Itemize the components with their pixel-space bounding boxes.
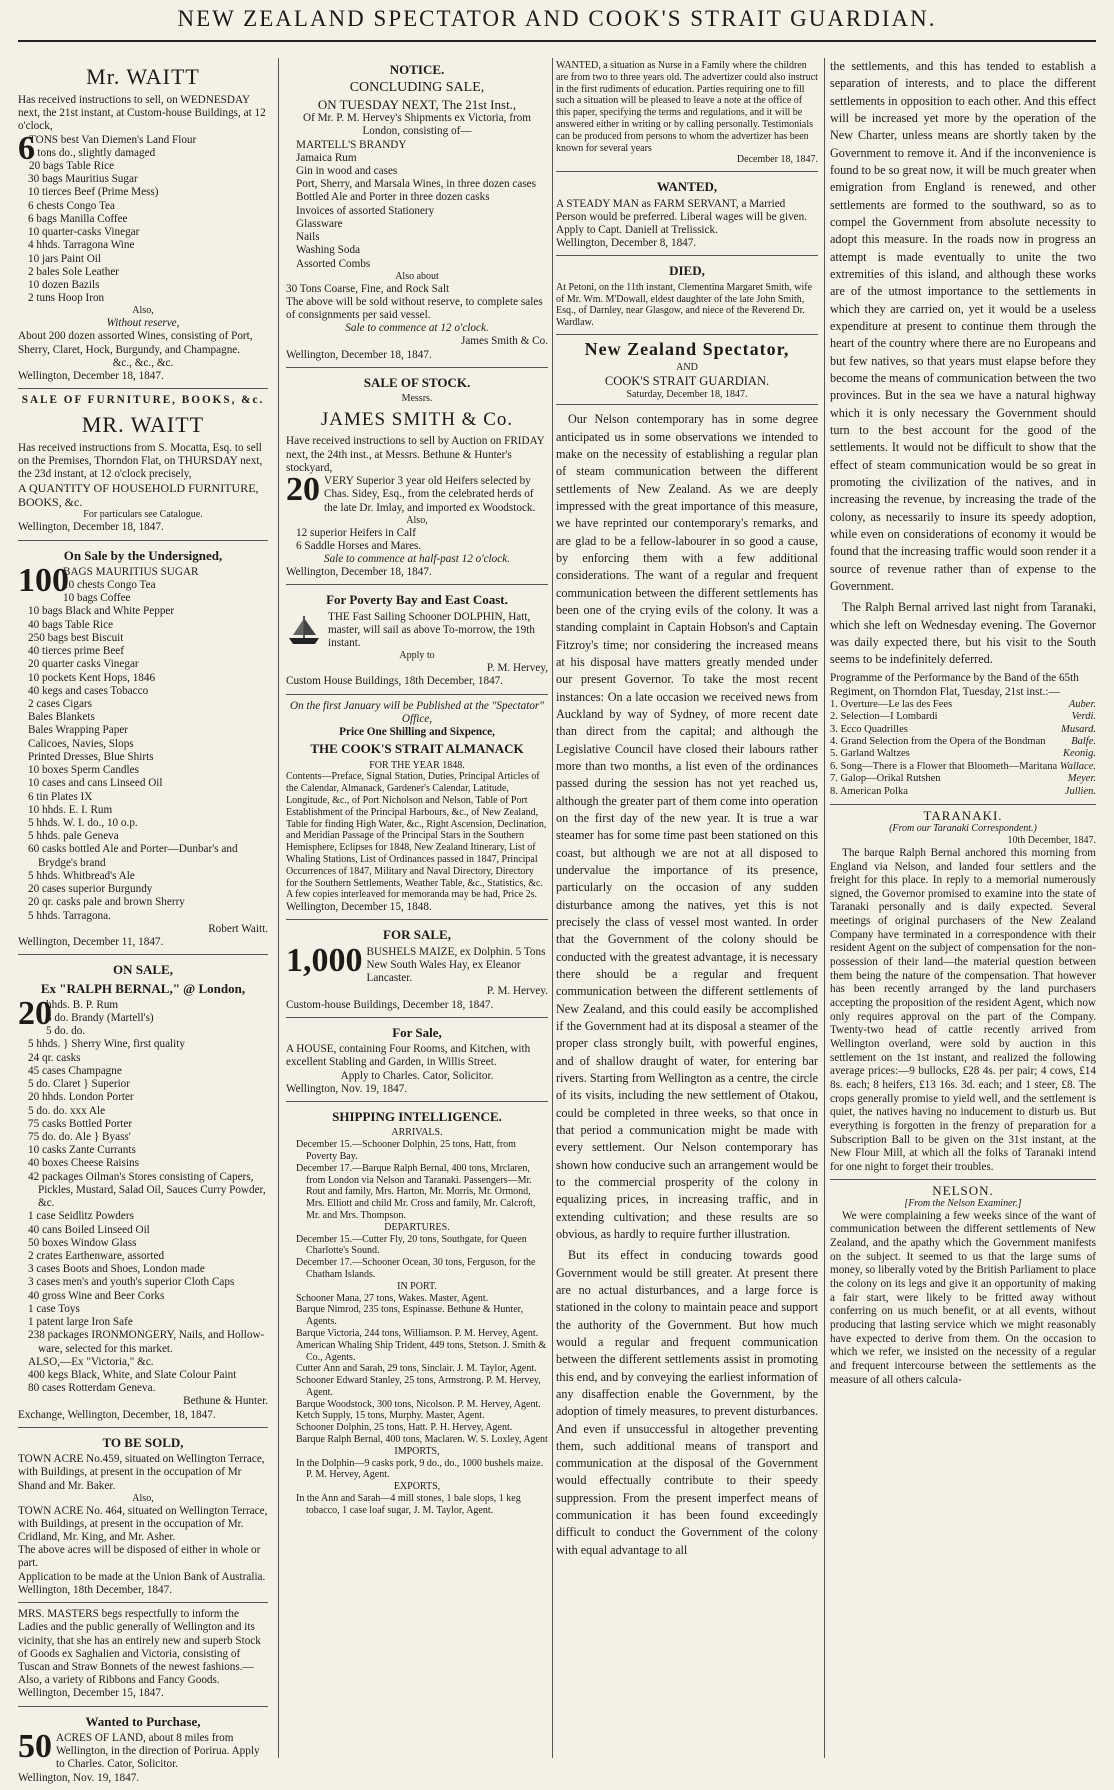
list-item: 40 cans Boiled Linseed Oil — [28, 1223, 150, 1236]
programme-composer: Auber. — [1068, 698, 1096, 710]
list-item: Schooner Dolphin, 25 tons, Hatt. P. H. Hervey, Agent. — [296, 1422, 513, 1434]
programme-item — [830, 786, 1096, 798]
list-item: 10 boxes Sperm Candles — [28, 764, 139, 777]
column-rule — [824, 58, 825, 1758]
list-item: 238 packages IRONMONGERY, Nails, and Hollow-ware, selected for this market. — [28, 1329, 265, 1355]
column-1 — [18, 58, 268, 1784]
advert-date: Wellington, December 18, 1847. — [18, 521, 164, 534]
advert-text: A HOUSE, containing Four Rooms, and Kitchen, with excellent Stabling and Garden, in Willis Street. — [286, 1043, 531, 1069]
list-item: 2 cases Cigars — [28, 698, 93, 711]
advert-signature: Robert Waitt. — [208, 922, 268, 935]
list-item: 250 bags best Biscuit — [28, 631, 124, 644]
section-heading: NELSON. — [830, 1179, 1096, 1198]
list-item: Barque Ralph Bernal, 400 tons, Maclaren. W. S. Loxley, Agent — [296, 1434, 548, 1446]
list-item: 1 case Seidlitz Powders — [28, 1210, 134, 1223]
advert-notice — [286, 58, 548, 368]
programme-piece: 3. Ecco Quadrilles — [830, 723, 908, 735]
editorial-paragraph: Our Nelson contemporary has in some degree anticipated us in some observations we intended to make on the necessity of establishing a regular plan of steam communication between the different settlements of New Zealand. As we are deeply impressed with the great importance of this measure, we have reprinted our contemporary's remarks, and are glad to be a fellow-labourer in so good a cause, by enforcing them with a few additional considerations. The want of a regular and frequent communication between the different settlements has been one of the crying evils of the colony. It was a standing complaint in Captain Hobson's and Captain Fitzroy's time; nor considering the increased means at his disposal have matters greatly mended under our present Governor. To take the most recent instances: On a late occasion we received news from Auckland by way of Sydney, of more recent date than direct from the capital; and although the Legislative Council have closed their labours rather more than two months, a list even of the ordinances passed during the session has not yet reached us, although the greater part of them come into operation on the first day of the new year. It is true a war steamer has for some time past been stationed on this coast, but although we are not at all disposed to undervalue the importance of its presence, particularly on the occasion of any sudden disturbance among the natives, yet this is not precisely the class of vessel most wanted. In order that the Government of the colony should be conducted with the greatest advantage, it is necessary there should be a regular and frequent communication between the different settlements of New Zealand, and this could easily be accomplished if the Government had at its disposal a steamer of the proper class strongly built, with powerful engines, and of shallow draught of water, for entering bar rivers. Starting from Wellington as a centre, the circle of its visits, including the new settlement of Otakou, could be completed in three weeks, so that once in that period a communication might be made with every settlement. Our Nelson contemporary has shown how conducive such an arrangement would be to the commercial prosperity of the colony in equalizing prices, in increasing traffic, and in extending cultivation; and these results are so obvious, as hardly to require further illustration. — [556, 412, 818, 1241]
advert-date: Wellington, December 18, 1847. — [18, 370, 164, 383]
advert-lead-number: 100 — [18, 561, 69, 599]
list-item: 10 hhds. E. I. Rum — [28, 803, 113, 816]
editorial-paragraph: the settlements, and this has tended to establish a separation of interests, and to place the different settlements in opposition to each other. And this effect will be increased yet more by the operation of the New Charter, unless means are shortly taken by the Government to remove it. And if the inconvenience is found to be so great now, it will be much greater when emigration from England is renewed, and other settlements are formed to the southward, so as to compel the Government from absolute necessity to adopt this measure. In the roads now in progress an attempt is made eventually to unite the two extremities of this island, and although these works are of the utmost importance to the settlements in which they are carried on, yet it would be a useless expenditure at present to continue them through the heart of the country where there are no Europeans and but few natives, so that years must elapse before they become the means of communication between the two provinces. But in the sea we have a natural highway which it is only necessary the Government should turn to the best account for the good of the settlements. It would not be difficult to show that the effect of steam communication would be so great in promoting the civilization of the natives, and in increasing the revenue, by increasing the trade of the colony, as necessarily to insure its speedy adoption, while even on considerations of economy it would be found that the increasing traffic would soon render it a source of revenue rather than of expense to the Government. — [830, 59, 1096, 593]
advert-heading: ON SALE, — [113, 962, 173, 978]
advert-furniture — [18, 392, 268, 540]
list-item: 12 superior Heifers in Calf — [296, 526, 416, 539]
advert-heading: NOTICE. — [389, 62, 445, 77]
list-item: 75 casks Bottled Porter — [28, 1117, 133, 1130]
nelson-report — [830, 1179, 1096, 1388]
advert-date: Wellington, Nov. 19, 1847. — [286, 1082, 408, 1095]
advert-ship: Ex "RALPH BERNAL," @ London, — [40, 980, 246, 996]
arrivals-list — [286, 1139, 548, 1222]
band-programme — [830, 672, 1096, 797]
sailing-ship-icon — [286, 613, 322, 647]
advert-wanted-nurse — [556, 58, 818, 172]
advert-main: A QUANTITY OF HOUSEHOLD FURNITURE, BOOKS, &c. — [18, 481, 259, 510]
list-item: December 15.—Schooner Dolphin, 25 tons, Hatt, from Poverty Bay. — [296, 1139, 516, 1162]
list-item: 20 quarter casks Vinegar — [28, 658, 139, 671]
list-item: 10 chests Congo Tea — [63, 579, 156, 592]
list-item: 42 packages Oilman's Stores consisting of Capers, Pickles, Mustard, Salad Oil, Sauces Curry Powder, &c. — [28, 1170, 266, 1210]
advert-lead-number: 6 — [18, 129, 35, 167]
list-item: 3 cases Boots and Shoes, London made — [28, 1263, 205, 1276]
in-port-list — [286, 1293, 548, 1446]
advert-text: The above will be sold without reserve, to complete sales of consignments per said vessel. — [286, 295, 543, 322]
list-item: Ketch Supply, 15 tons, Murphy. Master, Agent. — [296, 1410, 485, 1422]
list-item: 10 bags Coffee — [63, 592, 131, 605]
advert-almanack — [286, 698, 548, 921]
subsection-heading: IMPORTS, — [394, 1445, 440, 1457]
advert-address: Custom House Buildings, 18th December, 1847. — [286, 675, 504, 688]
editorial-continued — [830, 58, 1096, 668]
advert-text: WANTED, a situation as Nurse in a Family where the children are from two to three years old. The advertizer could also instruct in the first rudiments of education. Parties requiring one to fill such a situation will be pleased to leave a note at the office of this paper, specifying the terms and regulations, and it will be answered either in writing or by calling personally. Testimonials can be produced from persons to whom the advertizer has been known for several years — [556, 60, 818, 154]
list-item: Washing Soda — [296, 244, 361, 257]
report-body — [830, 847, 1096, 1175]
advert-date: Wellington, 18th December, 1847. — [18, 1583, 172, 1596]
report-paragraph: We were complaining a few weeks since of the want of communication between the different settlements of New Zealand, and the apathy which the Government manifests on the subject. It seemed to us that the large sums of money, so liberally voted by the British Parliament to place the colony on its legs and give it an opportunity of making a fair start, were likely to be fritted away without conferring on us much benefit, or at all events, without producing that lasting service which we might reasonably have expected to derive from them. On the occasion to which we refer, we insisted on the necessity of a regular and frequent intercourse between the settlements as the measure of all others calcula- — [830, 1209, 1096, 1386]
list-item: Printed Dresses, Blue Shirts — [28, 750, 154, 763]
list-item: 5 hhds. pale Geneva — [28, 830, 119, 843]
advert-heading: FOR SALE, — [383, 927, 451, 943]
advert-heading: TO BE SOLD, — [102, 1434, 184, 1450]
taranaki-report — [830, 804, 1096, 1175]
subsection-heading: ARRIVALS. — [391, 1127, 443, 1139]
advert-lead-number: 1,000 — [286, 941, 363, 979]
list-item: BAGS MAURITIUS SUGAR — [63, 565, 199, 578]
advert-text: MRS. MASTERS begs respectfully to inform the Ladies and the public generally of Wellington and its vicinity, that she has an entirely new and superb Stock of Goods ex Saghalien and Victoria, consisting of Tuscan and Straw Bonnets of the newest fashions.—Also, a variety of Ribbons and Fancy Goods. — [18, 1608, 261, 1687]
paper-title: New Zealand Spectator, — [584, 338, 790, 359]
list-item: 400 kegs Black, White, and Slate Colour Paint — [28, 1368, 237, 1381]
advert-date: Wellington, December 18, 1847. — [286, 348, 432, 361]
list-item: In the Dolphin—9 casks pork, 9 do., do., 1000 bushels maize. P. M. Hervey, Agent. — [296, 1457, 544, 1481]
advert-address: Custom-house Buildings, December 18, 1847. — [286, 998, 494, 1011]
list-item: 30 bags Mauritius Sugar — [28, 173, 138, 186]
departures-list — [286, 1234, 548, 1281]
advert-also: Also, — [406, 514, 428, 526]
list-item: 5 hhds. Whitbread's Ale — [28, 869, 135, 882]
list-item: Bales Blankets — [28, 711, 95, 724]
report-source: (From our Taranaki Correspondent.) — [889, 823, 1037, 835]
advert-note: For particulars see Catalogue. — [83, 509, 203, 521]
advert-item-list — [18, 561, 268, 923]
exports-list — [286, 1493, 548, 1517]
notice-heading: DIED, — [669, 263, 705, 279]
list-item: 2 bales Sole Leather — [28, 265, 120, 278]
list-item: 24 qr. casks — [28, 1051, 81, 1064]
list-item: 10 tierces Beef (Prime Mess) — [28, 186, 159, 199]
column-rule — [278, 58, 279, 1758]
advert-date: December 18, 1847. — [736, 154, 818, 166]
advert-lead-number: 50 — [18, 1728, 52, 1765]
advert-waitt-sale — [18, 58, 268, 389]
list-item: 40 kegs and cases Tobacco — [28, 684, 149, 697]
programme-composer: Jullien. — [1064, 785, 1096, 797]
advert-date: Wellington, December 15, 1848. — [286, 901, 432, 914]
advert-heading: Wanted to Purchase, — [85, 1713, 201, 1729]
advert-item-list — [18, 129, 268, 306]
list-item: In the Ann and Sarah—4 mill stones, 1 bale slops, 1 keg tobacco, 1 case loaf sugar, J. M. Taylor, Agent. — [296, 1493, 521, 1516]
list-item: Port, Sherry, and Marsala Wines, in three dozen cases — [296, 178, 537, 191]
advert-text: BUSHELS MAIZE, ex Dolphin. 5 Tons New South Wales Hay, ex Eleanor Lancaster. — [366, 945, 546, 985]
list-item: 60 casks bottled Ale and Porter—Dunbar's and Brydge's brand — [28, 843, 238, 869]
list-item: Glassware — [296, 217, 343, 230]
advert-text: TOWN ACRE No.459, situated on Wellington Terrace, with Buildings, at present in the occupation of Mr Shand and Mr. Baker. — [18, 1453, 265, 1492]
column-rule — [552, 58, 553, 1758]
advert-apply: Apply to — [399, 650, 435, 662]
programme-item — [830, 699, 1096, 711]
list-item: 6 tin Plates IX — [28, 790, 93, 803]
editorial-body — [556, 411, 818, 1559]
list-item: American Whaling Ship Trident, 449 tons, Stetson. J. Smith & Co., Agents. — [296, 1339, 547, 1363]
advert-intro: Has received instructions to sell, on WEDNESDAY next, the 21st instant, at Custom-house Buildings, at 12 o'clock, — [18, 93, 266, 133]
advert-on-sale — [18, 544, 268, 956]
advert-date: Wellington, December 8, 1847. — [556, 237, 697, 250]
list-item: Barque Woodstock, 300 tons, Nicolson. P. M. Hervey, Agent. — [296, 1398, 541, 1410]
programme-list — [830, 699, 1096, 798]
advert-salt: 30 Tons Coarse, Fine, and Rock Salt — [286, 282, 450, 295]
list-item: Barque Victoria, 244 tons, Williamson. P. M. Hervey, Agent. — [296, 1327, 539, 1339]
list-item: 3 cases men's and youth's superior Cloth Caps — [28, 1276, 235, 1289]
list-item: 50 boxes Window Glass — [28, 1236, 137, 1249]
advert-wanted-land — [18, 1710, 268, 1790]
advert-heading: On Sale by the Undersigned, — [63, 547, 223, 563]
section-heading: TARANAKI. — [830, 804, 1096, 823]
list-item: 20 qr. casks pale and brown Sherry — [28, 896, 185, 909]
column-4 — [830, 58, 1096, 1758]
list-item: 20 bags Table Rice — [29, 160, 115, 173]
list-item: 75 do. do. Ale } Byass' — [28, 1131, 131, 1144]
masthead: NEW ZEALAND SPECTATOR AND COOK'S STRAIT GUARDIAN. — [177, 6, 937, 31]
list-item: 6 chests Congo Tea — [28, 199, 115, 212]
advert-heading: For Poverty Bay and East Coast. — [326, 592, 508, 608]
advert-ralph-bernal-goods — [18, 958, 268, 1428]
subsection-heading: IN PORT. — [397, 1280, 437, 1292]
advert-etc: &c., &c., &c. — [112, 356, 174, 369]
list-item: 6 Saddle Horses and Mares. — [296, 539, 422, 552]
list-item: Jamaica Rum — [296, 151, 357, 164]
list-item: 2 crates Earthenware, assorted — [28, 1249, 165, 1262]
advert-heading: Mr. WAITT — [86, 64, 200, 89]
advert-note: A few copies interleaved for memoranda may be had, Price 2s. — [286, 889, 538, 901]
list-item: 20 hhds. London Porter — [28, 1091, 134, 1104]
advert-text: VERY Superior 3 year old Heifers selected by Chas. Sidey, Esq., from the celebrated herds of the late Dr. Imlay, and imported ex Woodstock. — [324, 475, 536, 514]
list-item: 3 do. Brandy (Martell's) — [46, 1012, 154, 1025]
list-item: 40 tierces prime Beef — [28, 645, 124, 658]
programme-composer: Verdi. — [1071, 711, 1096, 723]
advert-text: THE Fast Sailing Schooner DOLPHIN, Hatt, master, will sail as above To-morrow, the 19th instant. — [328, 610, 535, 650]
programme-piece: 8. American Polka — [830, 785, 908, 797]
advert-title: THE COOK'S STRAIT ALMANACK — [310, 741, 524, 757]
column-3 — [556, 58, 818, 1758]
advert-name: MR. WAITT — [81, 411, 205, 437]
list-item: Bottled Ale and Porter in three dozen casks — [296, 191, 490, 204]
advert-item-list — [286, 139, 548, 271]
section-heading: SHIPPING INTELLIGENCE. — [332, 1109, 502, 1125]
advert-date: Wellington, Nov. 19, 1847. — [18, 1771, 140, 1784]
programme-composer: Wallace. — [1059, 760, 1096, 772]
advert-intro: Have received instructions to sell by Auction on FRIDAY next, the 24th inst., at Messrs. Bethune & Hunter's stockyard, — [286, 435, 545, 474]
programme-item — [830, 773, 1096, 785]
advert-town-acres — [18, 1431, 268, 1603]
list-item: Schooner Edward Stanley, 25 tons, Armstrong. P. M. Hervey, Agent. — [296, 1375, 541, 1398]
list-item: 10 bags Black and White Pepper — [28, 605, 175, 618]
list-item: 5 do. Claret } Superior — [28, 1078, 130, 1091]
list-item: 2 tuns Hoop Iron — [28, 292, 105, 305]
advert-price: Price One Shilling and Sixpence, — [339, 726, 495, 739]
advert-signature: P. M. Hervey. — [486, 985, 548, 998]
report-date: 10th December, 1847. — [1007, 835, 1096, 847]
advert-name: JAMES SMITH & Co. — [320, 409, 514, 431]
advert-sale-of-stock — [286, 371, 548, 586]
list-item: 40 boxes Cheese Raisins — [28, 1157, 139, 1170]
programme-item — [830, 724, 1096, 736]
list-item: Invoices of assorted Stationery — [296, 204, 435, 217]
advert-time: Sale to commence at 12 o'clock. — [345, 322, 489, 335]
advert-text: ACRES OF LAND, about 8 miles from Wellington, in the direction of Porirua. Apply to Charles. Cator, Solicitor. — [56, 1732, 260, 1771]
editorial-header — [556, 339, 818, 406]
editorial-paragraph: But its effect in conducing towards good Government would be still greater. At present there are no actual disturbances, and a large force is stationed in the colony to maintain peace and support the authority of the Government. But how much would a regular and frequent communication between the different settlements assist in promoting this end, and by conveying the earliest information of any disaffection enable the Government, by the adoption of timely measures, to prevent disturbances. And even if unsuccessful in altogether preventing them, such additional means of transport and communication at the disposal of the Government would effectually contribute to their speedy suppression. From the present imperfect means of communication it has been found exceedingly difficult to conduct the Government of the colony with equal advantage to all — [556, 1248, 818, 1557]
list-item: 5 do. do. xxx Ale — [28, 1104, 106, 1117]
notice-text: At Petoni, on the 11th instant, Clementina Margaret Smith, wife of Mr. Wm. M'Dowall, eldest daughter of the late John Smith, Esq., of Darnley, near Glasgow, and niece of the Reverend Dr. Wardlaw. — [556, 281, 813, 329]
subsection-heading: DEPARTURES. — [384, 1221, 450, 1233]
list-item: Nails — [296, 231, 320, 244]
programme-item — [830, 761, 1096, 773]
advert-agent: P. M. Hervey, — [486, 662, 548, 675]
list-item: 40 bags Table Rice — [28, 618, 114, 631]
list-item: December 17.—Schooner Ocean, 30 tons, Ferguson, for the Chatham Islands. — [296, 1257, 536, 1280]
programme-composer: Meyer. — [1067, 773, 1096, 785]
notice-died — [556, 259, 818, 335]
advert-poverty-bay — [286, 588, 548, 694]
advert-item-list — [18, 994, 268, 1396]
list-item: TONS best Van Diemen's Land Flour — [29, 133, 197, 146]
list-item: 4 hhds. Tarragona Wine — [28, 239, 135, 252]
advert-house — [286, 1021, 548, 1102]
advert-apply: Apply to Charles. Cator, Solicitor. — [340, 1069, 494, 1082]
advert-subheading: CONCLUDING SALE, — [349, 80, 485, 96]
list-item: 5 hhds. W. I. do., 10 o.p. — [28, 816, 138, 829]
advert-also: Also about — [395, 270, 439, 282]
programme-intro: Programme of the Performance by the Band of the 65th Regiment, on Thorndon Flat, Tuesday, 21st inst.:— — [830, 672, 1079, 698]
advert-heading: SALE OF FURNITURE, BOOKS, &c. — [21, 394, 265, 407]
advert-lead-number: 20 — [286, 471, 320, 509]
programme-piece: 2. Selection—I Lombardi — [830, 711, 938, 723]
programme-piece: 7. Galop—Orikal Rutshen — [830, 773, 941, 785]
advert-item-list — [286, 527, 548, 553]
masthead-rule — [18, 40, 1096, 42]
list-item: 80 cases Rotterdam Geneva. — [28, 1382, 156, 1395]
advert-text: The above acres will be disposed of either in whole or part. — [18, 1544, 261, 1570]
advert-of: Of Mr. P. M. Hervey's Shipments ex Victoria, from London, consisting of— — [303, 112, 531, 138]
list-item: Barque Nimrod, 235 tons, Espinasse. Bethune & Hunter, Agents. — [296, 1304, 524, 1328]
programme-composer: Keonig. — [1063, 748, 1096, 760]
advert-mrs-masters — [18, 1606, 268, 1707]
report-source: [From the Nelson Examiner.] — [904, 1197, 1022, 1209]
advert-lead-number: 20 — [18, 994, 52, 1032]
issue-date: Saturday, December 18, 1847. — [556, 389, 818, 406]
programme-piece: 5. Garland Waltzes — [830, 748, 910, 760]
report-paragraph: The barque Ralph Bernal anchored this morning from England via Nelson, and landed four settlers and the freight for this place. In reply to a memorial numerously signed, the Governor promised to examine into the state of Taranaki personally and is daily expected. Several meetings of original purchasers of the New Zealand Company have terminated in a correspondence with their resident Agent on the subject of compensation for the non-possession of their land—the material question between them being the nature of the compensation. That however has been recently arranged by the land purchasers accepting the proposition of the resident Agent, which now only requires approval on the part of the Company. Twenty-two head of cattle recently arrived from Wellington overland, were sold by auction in this settlement on the 1st instant, and realized the following average prices:—9 bullocks, £28 4s. per pair; 4 cows, £14 8s. each; 8 heifers, £13 16s. 3d. each; and 1 steer, £8. The crops generally promise to yield well, and the settlement is quiet, the natives having no inducement to disturb us. But everything is forgotten in the frenzy of preparation for a Subscription Ball to be given on the 31st instant, at the New Flour Mill, at which all the folks of Taranaki intend for one night to forget their troubles. — [830, 846, 1096, 1173]
advert-contents: Contents—Preface, Signal Station, Duties, Principal Articles of the Calendar, Almanack, Gardener's Calendar, Latitude, Longitude, &c., of Port Nicholson and Nelson, Table of Port Establishment of the Principal Harbours, &c., of New Zealand, Table for finding High Water, &c., Right Ascension, Declination, and Meridian Passage of the Principal Stars in the Southern Hemisphere, Eclipses for 1848, New Zealand Itinerary, List of Whaling Stations, List of Ordinances passed in 1847, Principal Occurrences of 1847, Military and Naval Directory, Directory for the Southern Settlements, Weather Table, &c., Statistics, &c. — [286, 771, 547, 889]
ralph-bernal-news: The Ralph Bernal arrived last night from Taranaki, which she left on Wednesday evening. The Governor was daily expected there, but his visit to the South seems to be indefinitely deferred. — [830, 600, 1096, 667]
list-item: 1 case Toys — [28, 1302, 80, 1315]
subsection-heading: EXPORTS, — [393, 1481, 441, 1493]
list-item: 5 hhds. Tarragona. — [28, 909, 111, 922]
programme-composer: Balfe. — [1071, 736, 1096, 748]
advert-when: ON TUESDAY NEXT, The 21st Inst., — [317, 96, 517, 112]
advert-heading: For Sale, — [392, 1024, 442, 1040]
list-item: 10 quarter-casks Vinegar — [28, 226, 140, 239]
list-item: 6 bags Manilla Coffee — [28, 212, 128, 225]
advert-wanted-farm-servant — [556, 175, 818, 256]
list-item: 10 pockets Kent Hops, 1846 — [28, 671, 156, 684]
advert-signature: Bethune & Hunter. — [183, 1395, 268, 1408]
programme-piece: 6. Song—There is a Flower that Bloometh—Maritana — [830, 760, 1058, 772]
programme-composer: Musard. — [1061, 723, 1096, 735]
shipping-intelligence — [286, 1105, 548, 1522]
advert-date: Wellington, December 18, 1847. — [286, 566, 432, 579]
imports-list — [286, 1458, 548, 1482]
list-item: Cutter Ann and Sarah, 29 tons, Sinclair. J. M. Taylor, Agent. — [296, 1363, 537, 1375]
programme-item — [830, 711, 1096, 723]
advert-text: TOWN ACRE No. 464, situated on Wellington Terrace, with Buildings, at present in the occupation of Mr. Cridland, Mr. King, and Mr. Asher. — [18, 1504, 268, 1544]
list-item: 5 do. do. — [46, 1025, 86, 1038]
list-item: 4 tons do., slightly damaged — [29, 146, 156, 159]
list-item: 10 cases and cans Linseed Oil — [28, 777, 163, 790]
advert-date: Wellington, December 15, 1847. — [18, 1687, 164, 1700]
column-2 — [286, 58, 548, 1758]
list-item: Schooner Mana, 27 tons, Wakes. Master, Agent. — [296, 1292, 489, 1304]
list-item: 5 hhds. } Sherry Wine, first quality — [28, 1038, 185, 1051]
programme-piece: 1. Overture—Le las des Fees — [830, 698, 953, 710]
list-item: Gin in wood and cases — [296, 165, 398, 178]
list-item: 1 patent large Iron Safe — [28, 1316, 133, 1329]
list-item: Calicoes, Navies, Slops — [28, 737, 134, 750]
advert-date: Wellington, December 11, 1847. — [18, 935, 164, 948]
list-item: 40 gross Wine and Beer Corks — [28, 1289, 165, 1302]
advert-maize — [286, 923, 548, 1017]
list-item: 10 casks Zante Currants — [28, 1144, 136, 1157]
advert-reserve: Without reserve, — [106, 317, 180, 330]
advert-also: Also, — [132, 1492, 154, 1504]
list-item: 45 cases Champagne — [28, 1064, 122, 1077]
list-item: December 17.—Barque Ralph Bernal, 400 tons, Mrclaren, from London via Nelson and Taranaki. Passengers—Mr. Rout and family, Mrs. Harton, Mr. Morris, Mr. Ormond, Mrs. Elliott and child Mr. Cross and family, Mr. Calcroft, Mr. and Mrs. Thompson. — [296, 1162, 536, 1221]
paper-subtitle: COOK'S STRAIT GUARDIAN. — [604, 373, 770, 388]
advert-heading: SALE OF STOCK. — [363, 374, 471, 390]
advert-time: Sale to commence at half-past 12 o'clock. — [323, 552, 510, 565]
advert-text: Application to be made at the Union Bank of Australia. — [18, 1570, 266, 1583]
advert-also: Also, — [132, 305, 154, 317]
list-item: 20 cases superior Burgundy — [28, 883, 153, 896]
advert-text: A STEADY MAN as FARM SERVANT, a Married Person would be preferred. Liberal wages will be given. Apply to Capt. Daniell at Trelissick. — [556, 197, 808, 236]
list-item: MARTELL'S BRANDY — [296, 138, 407, 151]
advert-date: Exchange, Wellington, December, 18, 1847. — [18, 1408, 216, 1421]
advert-wines: About 200 dozen assorted Wines, consisting of Port, Sherry, Claret, Hock, Burgundy, and Champagne. — [18, 330, 253, 356]
list-item: Assorted Combs — [296, 257, 371, 270]
report-body — [830, 1210, 1096, 1388]
list-item: Bales Wrapping Paper — [28, 724, 129, 737]
advert-messrs: Messrs. — [401, 393, 433, 405]
list-item: December 15.—Cutter Fly, 20 tons, Southgate, for Queen Charlotte's Sound. — [296, 1233, 527, 1257]
list-item: hhds. B. P. Rum — [46, 998, 119, 1011]
list-item: 10 dozen Bazils — [28, 279, 100, 292]
advert-heading: WANTED, — [656, 179, 718, 195]
advert-signature: James Smith & Co. — [460, 335, 548, 348]
list-item: 10 jars Paint Oil — [28, 252, 102, 265]
advert-year: FOR THE YEAR 1848. — [369, 759, 465, 771]
paper-title-and: AND — [676, 362, 698, 374]
advert-intro: Has received instructions from S. Mocatta, Esq. to sell on the Premises, Thorndon Flat, on THURSDAY next, the 23d instant, at 12 o'clock precisely, — [18, 441, 263, 480]
programme-item — [830, 736, 1096, 748]
programme-item — [830, 748, 1096, 760]
advert-publication: On the first January will be Published at the "Spectator" Office, — [290, 699, 544, 725]
programme-piece: 4. Grand Selection from the Opera of the Bondman — [830, 736, 1046, 748]
list-item: ALSO,—Ex "Victoria," &c. — [28, 1355, 154, 1368]
